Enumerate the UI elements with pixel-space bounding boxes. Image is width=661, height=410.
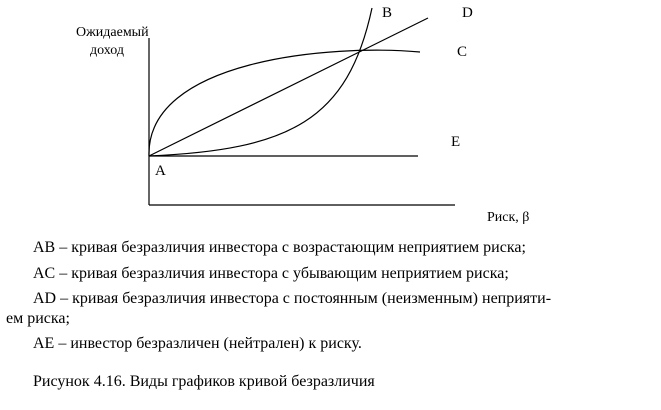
curve-ad — [149, 18, 428, 156]
curve-ac — [149, 50, 420, 156]
point-b-label: B — [382, 5, 393, 21]
legend-ad-line1: AD – кривая безразличия инвестора с постоянным (неизменным) неприяти- — [33, 290, 552, 307]
y-axis-label-line2: доход — [90, 43, 124, 58]
legend-ac: AC – кривая безразличия инвестора с убывающим неприятием риска; — [33, 265, 509, 282]
point-a-label: A — [155, 163, 166, 179]
legend-ad-line2: ем риска; — [6, 310, 70, 327]
figure-title: Рисунок 4.16. Виды графиков кривой безразличия — [33, 373, 375, 390]
point-c-label: C — [457, 44, 468, 60]
legend-ae: AE – инвестор безразличен (нейтрален) к риску. — [33, 335, 362, 352]
legend-ab: AB – кривая безразличия инвестора с возрастающим неприятием риска; — [33, 239, 526, 256]
point-e-label: E — [451, 134, 461, 150]
x-axis-label: Риск, β — [487, 210, 530, 225]
y-axis-label-line1: Ожидаемый — [76, 25, 149, 40]
point-d-label: D — [462, 5, 473, 21]
curve-ab — [149, 8, 372, 156]
